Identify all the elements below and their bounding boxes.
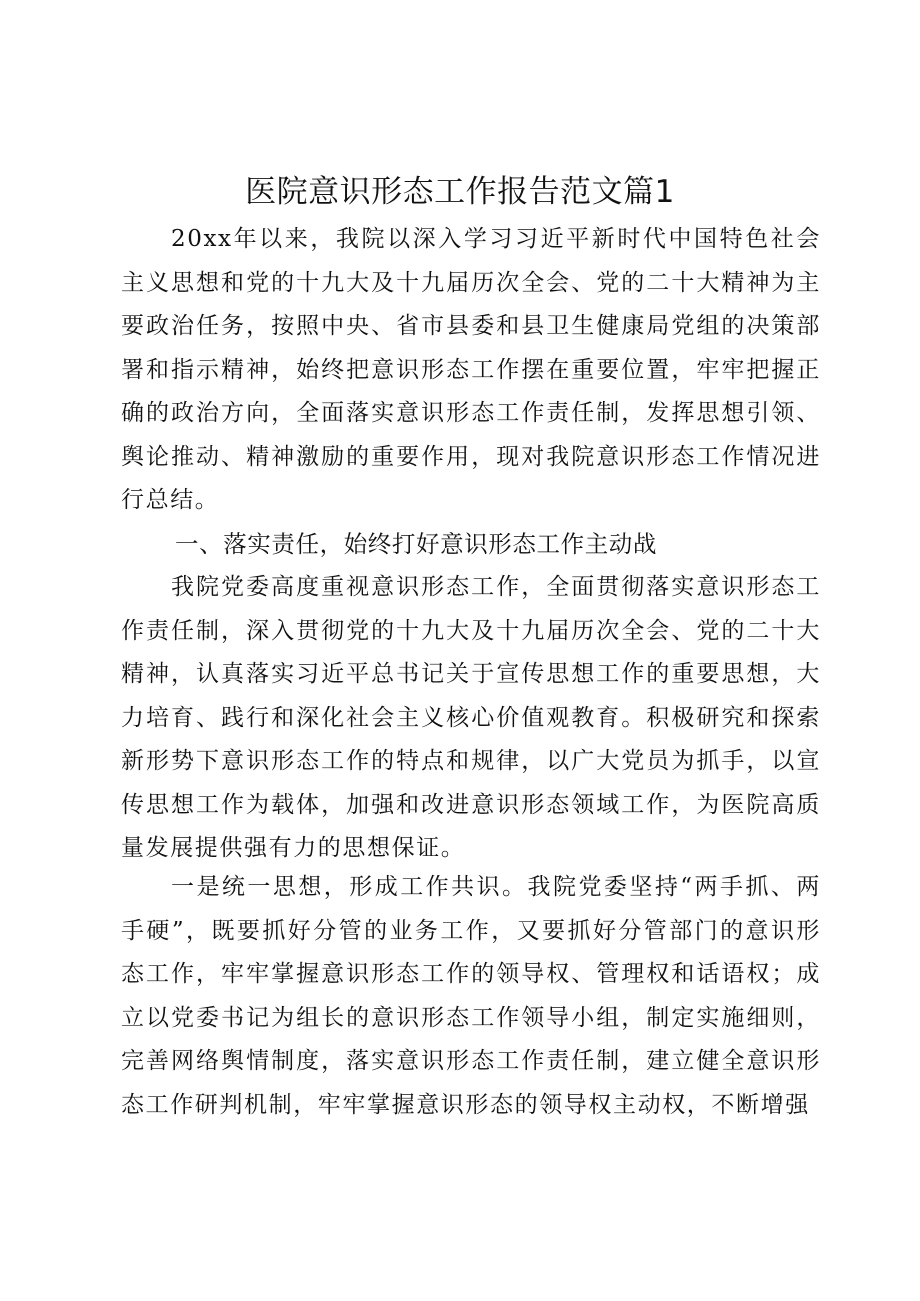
section-paragraph: 一是统一思想，形成工作共识。我院党委坚持“两手抓、两手硬”，既要抓好分管的业务工作，又要抓好分管部门的意识形态工作，牢牢掌握意识形态工作的领导权、管理权和话语权；成立以党委书记为组长的意识形态工作领导小组，制定实施细则，完善网络舆情制度，落实意识形态工作责任制，建立健全意识形态工作研判机制，牢牢掌握意识形态的领导权主动权，不断增强 [121, 874, 821, 1118]
section-paragraph: 我院党委高度重视意识形态工作，全面贯彻落实意识形态工作责任制，深入贯彻党的十九大及十九届历次全会、党的二十大精神，认真落实习近平总书记关于宣传思想工作的重要思想，大力培育、践行和深化社会主义核心价值观教育。积极研究和探索新形势下意识形态工作的特点和规律，以广大党员为抓手，以宣传思想工作为载体，加强和改进意识形态领域工作，为医院高质量发展提供强有力的思想保证。 [121, 574, 821, 861]
document-title: 医院意识形态工作报告范文篇1 [245, 174, 675, 210]
section-heading: 一、落实责任，始终打好意识形态工作主动战 [175, 530, 657, 558]
intro-paragraph: 20xx年以来，我院以深入学习习近平新时代中国特色社会主义思想和党的十九大及十九届历次全会、党的二十大精神为主要政治任务，按照中央、省市县委和县卫生健康局党组的决策部署和指示精神，始终把意识形态工作摆在重要位置，牢牢把握正确的政治方向，全面落实意识形态工作责任制，发挥思想引领、舆论推动、精神激励的重要作用，现对我院意识形态工作情况进行总结。 [121, 226, 821, 513]
